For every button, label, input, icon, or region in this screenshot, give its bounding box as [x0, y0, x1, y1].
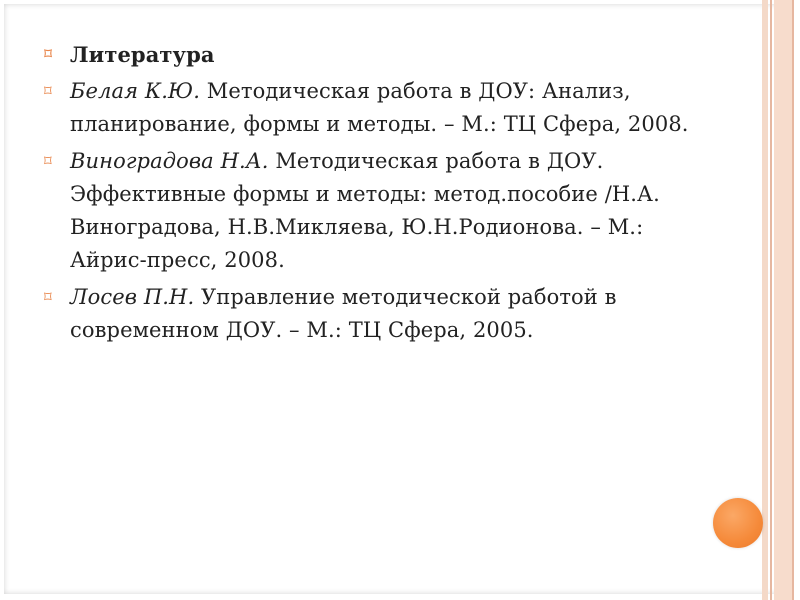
decorative-stripe — [770, 0, 772, 600]
bibliography-entry — [40, 145, 690, 277]
bibliography-heading — [40, 38, 690, 71]
bullet-icon: ⌑ — [44, 288, 52, 306]
bibliography-entry — [40, 281, 690, 347]
entry-text: Методическая работа в ДОУ: Анализ, планирование, формы и методы. – М.: ТЦ Сфера, 2008. — [70, 79, 689, 136]
slide-content — [40, 38, 690, 351]
bibliography-entry — [40, 75, 690, 141]
heading-text: Литература — [70, 42, 215, 67]
entry-text: Методическая работа в ДОУ. Эффективные формы и методы: метод.пособие /Н.А. Виноградова, Н.В.Микляева, Ю.Н.Родионова. – М.: Айрис-пресс, 2008. — [70, 149, 660, 272]
bullet-icon: ⌑ — [44, 45, 53, 63]
bullet-icon: ⌑ — [44, 82, 52, 100]
entry-author: Лосев П.Н. — [70, 285, 195, 309]
bullet-icon: ⌑ — [44, 152, 52, 170]
decorative-stripe — [774, 0, 792, 600]
decorative-stripe — [792, 0, 794, 600]
accent-circle — [713, 498, 763, 548]
entry-author: Белая К.Ю. — [70, 79, 200, 103]
entry-author: Виноградова Н.А. — [70, 149, 269, 173]
decorative-stripe — [762, 0, 768, 600]
entry-text: Управление методической работой в современном ДОУ. – М.: ТЦ Сфера, 2005. — [70, 285, 617, 342]
